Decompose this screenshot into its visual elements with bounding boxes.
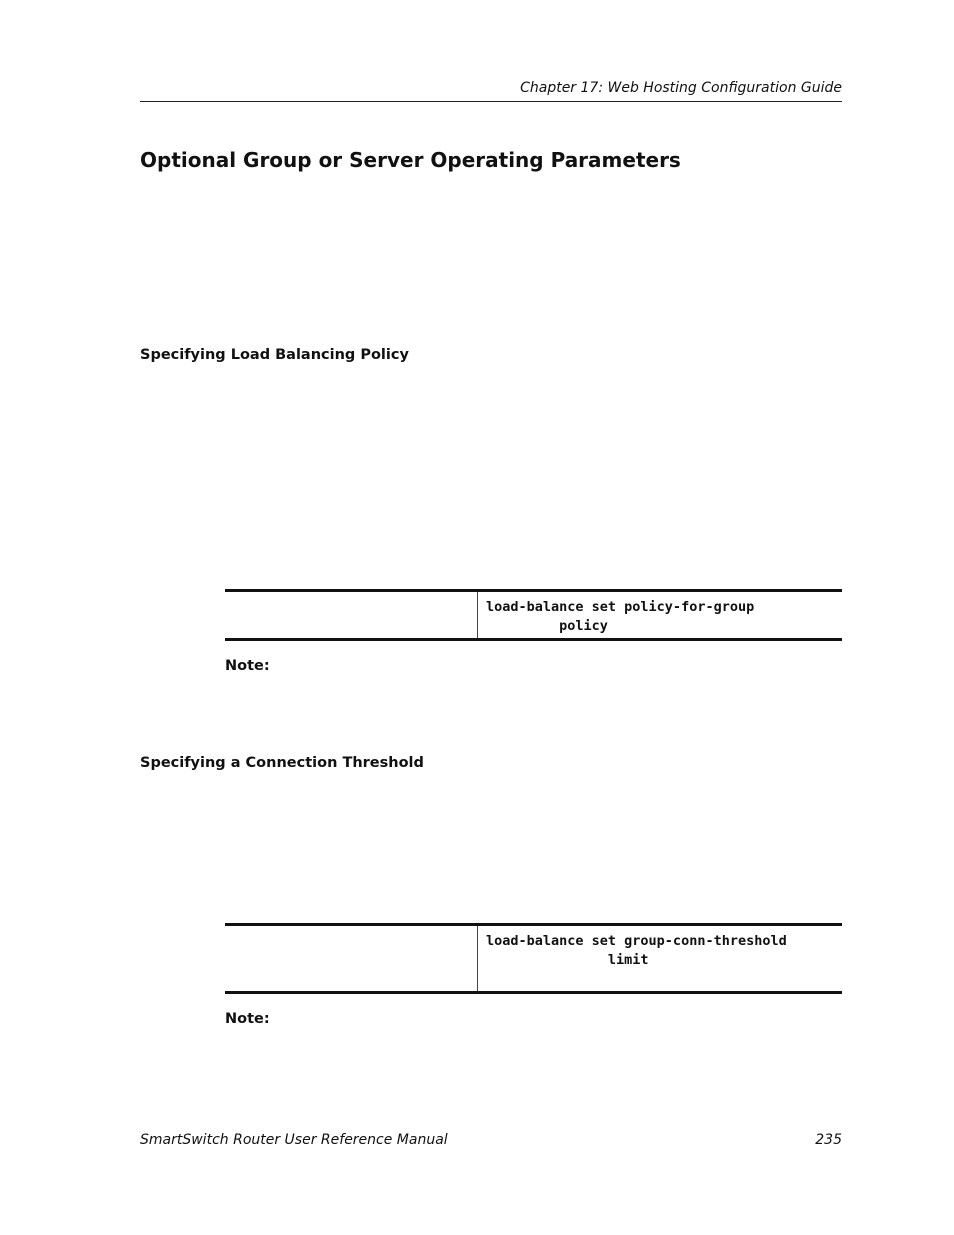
subsection-title-load-balancing-policy: Specifying Load Balancing Policy [140,347,409,363]
footer-page-number: 235 [815,1132,842,1148]
command-line: load-balance set policy-for-group [486,599,755,615]
command-table-policy [225,589,842,641]
subsection-title-connection-threshold: Specifying a Connection Threshold [140,755,424,771]
command-line-argument: limit [486,952,649,968]
running-header-chapter: Chapter 17: Web Hosting Configuration Guide [520,80,842,96]
command-table-command-cell [486,932,787,970]
command-table-threshold [225,923,842,994]
section-title: Optional Group or Server Operating Parameters [140,148,681,172]
footer-manual-title: SmartSwitch Router User Reference Manual [140,1132,448,1148]
command-line: load-balance set group-conn-threshold [486,933,787,949]
command-table-command-cell [486,598,754,636]
command-table-task-cell [225,592,478,638]
header-rule [140,101,842,102]
note-label: Note: [225,658,270,674]
note-label: Note: [225,1011,270,1027]
command-line-argument: policy [486,618,608,634]
command-table-task-cell [225,926,478,991]
